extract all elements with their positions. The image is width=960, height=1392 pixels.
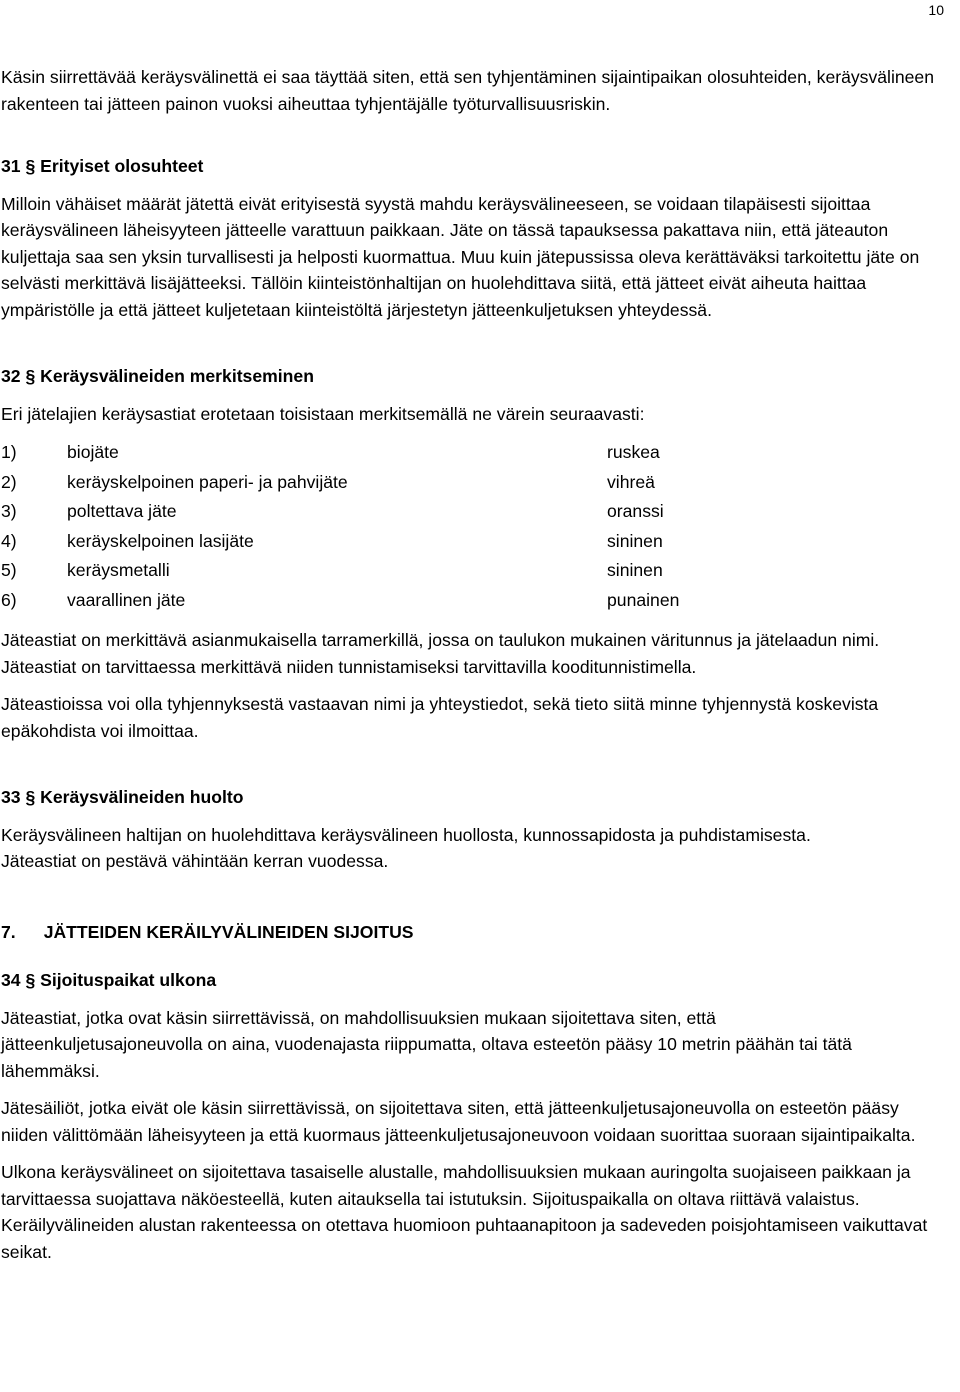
document-body	[0, 64, 960, 1265]
page-number: 10	[928, 2, 944, 18]
section-34-paragraph-2: Jätesäiliöt, jotka eivät ole käsin siirrettävissä, on sijoitettava siten, että jätteenkuljetusajoneuvolla on esteetön pääsy niiden välittömään läheisyyteen ja että kuormaus jätteenkuljetusajoneuvoon voidaan suorittaa suoraan sijaintipaikalta.	[1, 1098, 916, 1145]
section-34-heading: 34 § Sijoituspaikat ulkona	[1, 970, 217, 990]
list-item: 3) poltettava jäte oranssi	[1, 501, 664, 521]
color-code-list	[0, 438, 960, 615]
list-item: 6) vaarallinen jäte punainen	[1, 589, 680, 610]
list-item: 2) keräyskelpoinen paperi- ja pahvijäte vihreä	[1, 471, 655, 492]
section-34-paragraph-3: Ulkona keräysvälineet on sijoitettava tasaiselle alustalle, mahdollisuuksien mukaan auringolta suojaiseen paikkaan ja tarvittaessa suojattava näköesteellä, kuten aitauksella tai istutuksin. Sijoituspaikalla on oltava riittävä valaistus. Keräilyvälineiden alustan rakenteessa on otettava huomioon puhtaanapitoon ja sadeveden poisjohtamiseen vaikuttavat seikat.	[1, 1162, 928, 1262]
section-32-paragraph-1: Jäteastiat on merkittävä asianmukaisella tarramerkillä, jossa on taulukon mukainen väritunnus ja jätelaadun nimi. Jäteastiat on tarvittaessa merkittävä niiden tunnistamiseksi tarvittavilla kooditunnistimella.	[1, 630, 880, 677]
chapter-number: 7.	[1, 921, 16, 942]
chapter-7-heading	[0, 919, 960, 946]
section-33-heading: 33 § Keräysvälineiden huolto	[1, 787, 244, 807]
section-31-body: Milloin vähäiset määrät jätettä eivät erityisestä syystä mahdu keräysvälineeseen, se voidaan tilapäisesti sijoittaa keräysvälineen läheisyyteen jätteelle varattuun paikkaan. Jäte on tässä tapauksessa pakattava niin, että jäteauton kuljettaja saa sen yksin turvallisesti ja helposti kuormattua. Muu kuin jätepussissa oleva kerättäväksi tarkoitettu jäte on selvästi merkittävä lisäjätteeksi. Tällöin kiinteistönhaltijan on huolehdittava siitä, että jätteet eivät aiheuta haittaa ympäristölle ja että jätteet kuljetetaan kiinteistöltä järjestetyn jätteenkuljetuksen yhteydessä.	[1, 193, 920, 320]
chapter-title: JÄTTEIDEN KERÄILYVÄLINEIDEN SIJOITUS	[43, 921, 414, 942]
section-33-body: Keräysvälineen haltijan on huolehdittava keräysvälineen huollosta, kunnossapidosta ja puhdistamisesta. Jäteastiat on pestävä vähintään kerran vuodessa.	[1, 824, 811, 871]
section-32-heading: 32 § Keräysvälineiden merkitseminen	[1, 366, 314, 386]
section-31-heading: 31 § Erityiset olosuhteet	[1, 156, 204, 176]
section-34-paragraph-1: Jäteastiat, jotka ovat käsin siirrettävissä, on mahdollisuuksien mukaan sijoitettava siten, että jätteenkuljetusajoneuvolla on aina, vuodenajasta riippumatta, oltava esteetön pääsy 10 metrin päähän tai tätä lähemmäksi.	[1, 1007, 852, 1081]
list-item: 5) keräysmetalli sininen	[1, 560, 663, 580]
intro-paragraph: Käsin siirrettävää keräysvälinettä ei saa täyttää siten, että sen tyhjentäminen sijaintipaikan olosuhteiden, keräysvälineen rakenteen tai jätteen painon vuoksi aiheuttaa tyhjentäjälle työturvallisuusriskin.	[1, 67, 935, 114]
list-item: 4) keräyskelpoinen lasijäte sininen	[1, 530, 663, 551]
section-32-intro: Eri jätelajien keräysastiat erotetaan toisistaan merkitsemällä ne värein seuraavasti:	[1, 403, 645, 424]
section-32-paragraph-2: Jäteastioissa voi olla tyhjennyksestä vastaavan nimi ja yhteystiedot, sekä tieto siitä minne tyhjennystä koskevista epäkohdista voi ilmoittaa.	[1, 694, 879, 741]
list-item: 1) biojäte ruskea	[1, 442, 660, 462]
